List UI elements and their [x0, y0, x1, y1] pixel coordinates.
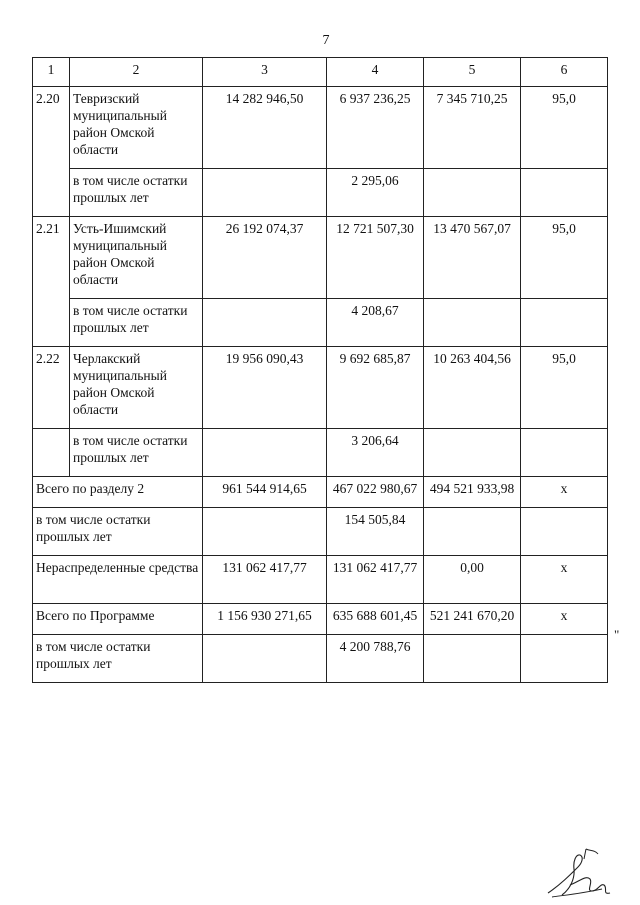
amount-col-5: 7 345 710,25 — [424, 87, 521, 169]
empty-cell — [424, 299, 521, 347]
total-amount: 961 544 914,65 — [203, 477, 327, 508]
header-col-2: 2 — [70, 58, 203, 87]
remainder-label: в том числе остатки прошлых лет — [33, 508, 203, 556]
amount-col-4: 467 022 980,67 — [327, 477, 424, 508]
empty-cell — [521, 508, 608, 556]
percent-col-6: 95,0 — [521, 217, 608, 299]
total-amount: 19 956 090,43 — [203, 347, 327, 429]
empty-cell — [424, 508, 521, 556]
header-col-3: 3 — [203, 58, 327, 87]
total-amount: 14 282 946,50 — [203, 87, 327, 169]
table-row — [33, 299, 608, 347]
header-col-6: 6 — [521, 58, 608, 87]
amount-col-4: 12 721 507,30 — [327, 217, 424, 299]
amount-col-4: 6 937 236,25 — [327, 87, 424, 169]
table-header-row — [33, 58, 608, 87]
remainder-amount: 154 505,84 — [327, 508, 424, 556]
mark-col-6: х — [521, 477, 608, 508]
empty-cell — [424, 429, 521, 477]
empty-cell — [203, 299, 327, 347]
amount-col-5: 10 263 404,56 — [424, 347, 521, 429]
header-col-5: 5 — [424, 58, 521, 87]
amount-col-5: 521 241 670,20 — [424, 604, 521, 635]
amount-col-4: 131 062 417,77 — [327, 556, 424, 604]
table-row — [33, 347, 608, 429]
empty-cell — [424, 169, 521, 217]
district-name: Черлакский муниципальный район Омской области — [70, 347, 203, 429]
signature-icon — [540, 845, 620, 900]
amount-col-5: 494 521 933,98 — [424, 477, 521, 508]
table-row — [33, 217, 608, 299]
row-number: 2.21 — [33, 217, 70, 347]
empty-cell — [203, 635, 327, 683]
empty-cell — [203, 429, 327, 477]
table-row — [33, 429, 608, 477]
closing-quote-mark: " — [614, 627, 620, 642]
section-remainder-row — [33, 508, 608, 556]
unallocated-label: Нераспределенные средства — [33, 556, 203, 604]
district-name: Тевризский муниципальный район Омской области — [70, 87, 203, 169]
empty-cell — [203, 169, 327, 217]
amount-col-4: 635 688 601,45 — [327, 604, 424, 635]
remainder-label: в том числе остатки прошлых лет — [70, 299, 203, 347]
unallocated-row — [33, 556, 608, 604]
program-total-row — [33, 604, 608, 635]
amount-col-5: 0,00 — [424, 556, 521, 604]
empty-cell — [424, 635, 521, 683]
remainder-label: в том числе остатки прошлых лет — [70, 429, 203, 477]
header-col-4: 4 — [327, 58, 424, 87]
program-remainder-row — [33, 635, 608, 683]
remainder-label: в том числе остатки прошлых лет — [33, 635, 203, 683]
empty-cell — [521, 299, 608, 347]
section-total-label: Всего по разделу 2 — [33, 477, 203, 508]
empty-cell — [521, 635, 608, 683]
remainder-label: в том числе остатки прошлых лет — [70, 169, 203, 217]
remainder-amount: 2 295,06 — [327, 169, 424, 217]
total-amount: 1 156 930 271,65 — [203, 604, 327, 635]
page-number: 7 — [322, 33, 330, 48]
table-row — [33, 169, 608, 217]
row-number: 2.20 — [33, 87, 70, 217]
empty-cell — [33, 429, 70, 477]
empty-cell — [203, 508, 327, 556]
remainder-amount: 4 208,67 — [327, 299, 424, 347]
total-amount: 26 192 074,37 — [203, 217, 327, 299]
budget-table — [32, 57, 608, 683]
empty-cell — [521, 169, 608, 217]
row-number: 2.22 — [33, 347, 70, 429]
empty-cell — [521, 429, 608, 477]
percent-col-6: 95,0 — [521, 347, 608, 429]
remainder-amount: 3 206,64 — [327, 429, 424, 477]
mark-col-6: х — [521, 604, 608, 635]
program-total-label: Всего по Программе — [33, 604, 203, 635]
percent-col-6: 95,0 — [521, 87, 608, 169]
header-col-1: 1 — [33, 58, 70, 87]
total-amount: 131 062 417,77 — [203, 556, 327, 604]
amount-col-4: 9 692 685,87 — [327, 347, 424, 429]
mark-col-6: х — [521, 556, 608, 604]
remainder-amount: 4 200 788,76 — [327, 635, 424, 683]
table-row — [33, 87, 608, 169]
amount-col-5: 13 470 567,07 — [424, 217, 521, 299]
section-total-row — [33, 477, 608, 508]
district-name: Усть-Ишимский муниципальный район Омской области — [70, 217, 203, 299]
